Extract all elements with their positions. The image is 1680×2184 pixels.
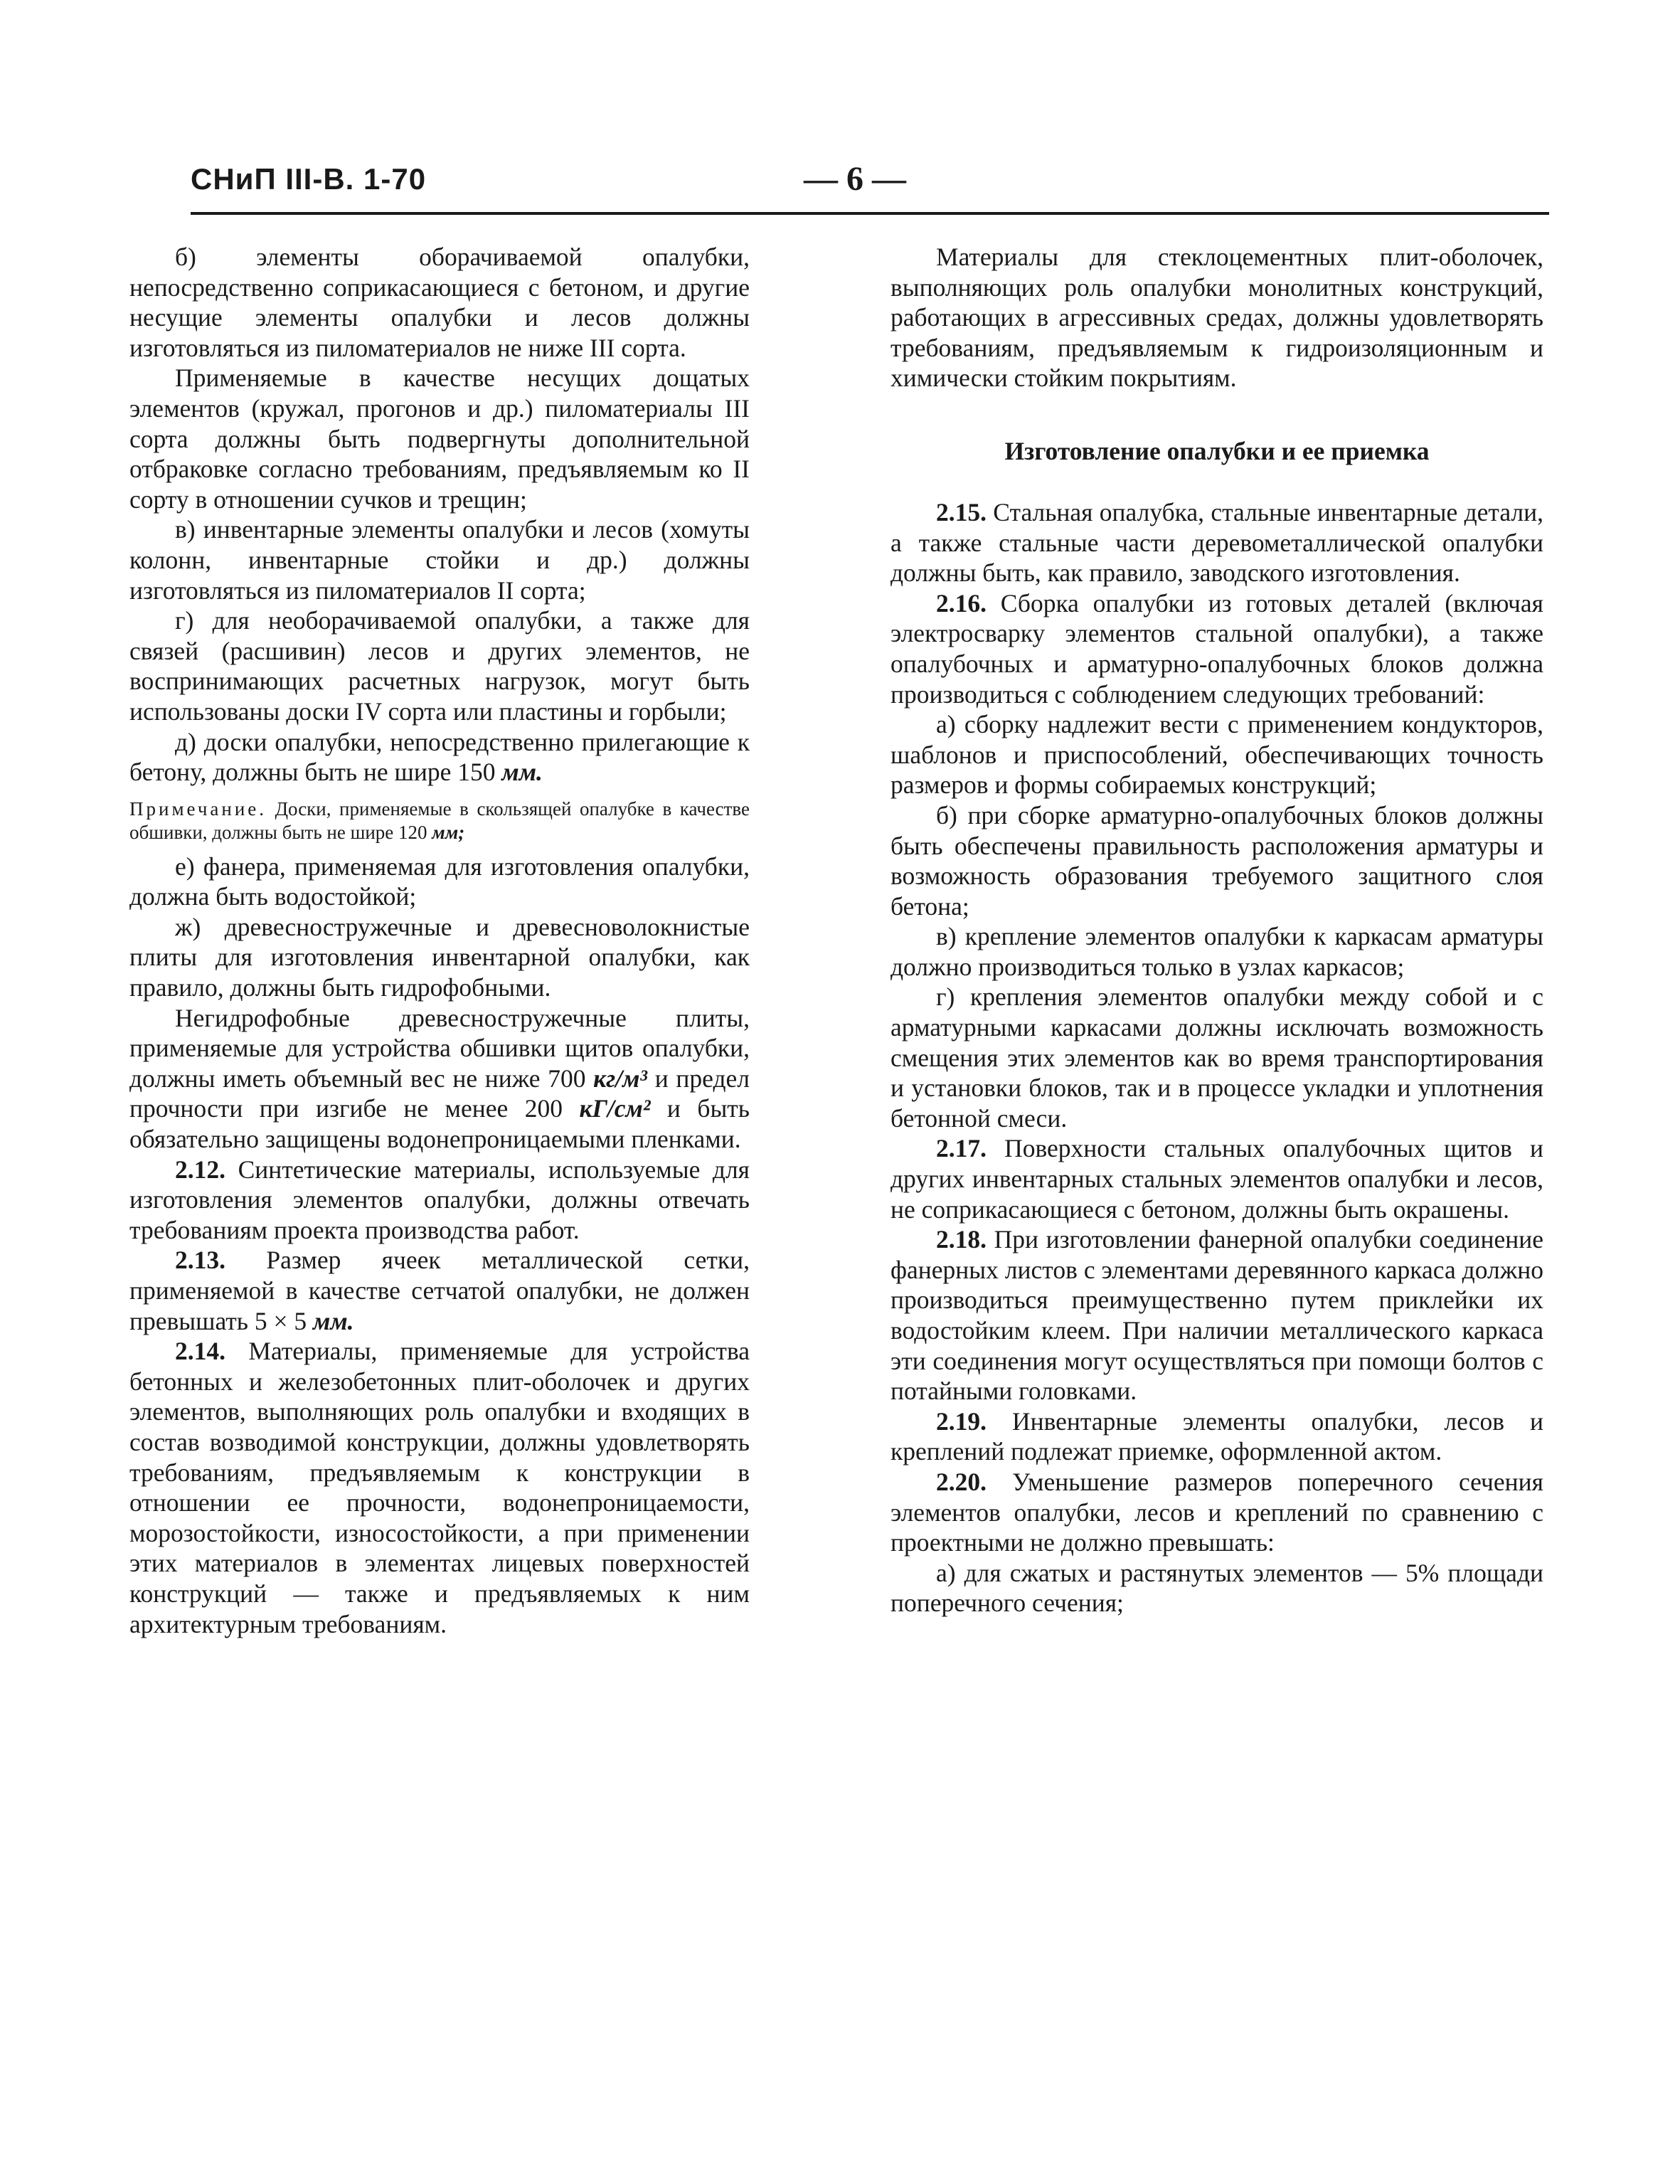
paragraph-v: в) инвентарные элементы опалубки и лесов (хомуты колонн, инвентарные стойки и др.) должны изготовляться из пиломатериалов II сорта; — [129, 515, 750, 605]
paragraph-a: а) сборку надлежит вести с применением кондукторов, шаблонов и приспособлений, обеспечивающих точность размеров и формы собираемых конструкций; — [890, 710, 1543, 800]
clause-number: 2.17. — [936, 1134, 987, 1163]
clause-number: 2.18. — [936, 1225, 987, 1254]
clause-number: 2.15. — [936, 497, 987, 526]
unit-strength: кГ/см² — [579, 1094, 651, 1123]
left-column — [129, 242, 750, 1639]
clause-2-15 — [890, 497, 1543, 588]
paragraph-d-text: д) доски опалубки, непосредственно прилегающие к бетону, должны быть не шире 150 — [129, 727, 750, 787]
paragraph-zh: ж) древесностружечные и древесноволокнистые плиты для изготовления инвентарной опалубки, как правило, должны быть гидрофобными. — [129, 912, 750, 1002]
clause-2-12 — [129, 1155, 750, 1246]
clause-text: Поверхности стальных опалубочных щитов и других инвентарных стальных элементов опалубки и лесов, не соприкасающиеся с бетоном, должны быть окрашены. — [890, 1134, 1543, 1224]
clause-number: 2.13. — [175, 1246, 225, 1275]
note-label: Примечание. — [129, 797, 267, 820]
section-heading: Изготовление опалубки и ее приемка — [1004, 436, 1430, 465]
clause-text: Стальная опалубка, стальные инвентарные детали, а также стальные части деревометаллической опалубки должны быть, как правило, заводского изготовления. — [890, 497, 1543, 588]
clause-text: Сборка опалубки из готовых деталей (включая электросварку элементов стальной опалубки), а также опалубочных и арматурно-опалубочных блоков должна производиться с соблюдением следующих требований: — [890, 588, 1543, 709]
note — [129, 797, 750, 844]
page-header — [191, 162, 1549, 213]
clause-2-20 — [890, 1467, 1543, 1558]
unit-mm: мм. — [313, 1306, 354, 1335]
clause-text: Уменьшение размеров поперечного сечения элементов опалубки, лесов и креплений по сравнению с проектными не должно превышать: — [890, 1467, 1543, 1557]
paragraph-non-hydrophobic-b: и предел прочности при изгибе не менее 200 — [129, 1064, 750, 1123]
unit-density: кг/м³ — [593, 1064, 648, 1093]
paragraph-b: б) при сборке арматурно-опалубочных блоков должны быть обеспечены правильность расположения арматуры и возможность образования требуемого защитного слоя бетона; — [890, 800, 1543, 921]
page-number: — 6 — — [804, 160, 906, 198]
right-column — [890, 242, 1543, 1618]
paragraph-load-bearing-boards: Применяемые в качестве несущих дощатых элементов (кружал, прогонов и др.) пиломатериалы III сорта должны быть подвергнуты дополнительной отбраковке согласно требованиям, предъявляемым ко II сорту в отношении сучков и трещин; — [129, 364, 750, 514]
clause-2-19 — [890, 1406, 1543, 1467]
clause-text: Инвентарные элементы опалубки, лесов и креплений подлежат приемке, оформленной актом. — [890, 1406, 1543, 1466]
paragraph-d — [129, 727, 750, 788]
clause-number: 2.20. — [936, 1467, 987, 1496]
paragraph-glass-cement: Материалы для стеклоцементных плит-оболочек, выполняющих роль опалубки монолитных конструкций, работающих в агрессивных средах, должны удовлетворять требованиям, предъявляемым к гидроизоляционным и химически стойким покрытиям. — [890, 243, 1543, 393]
paragraph-non-hydrophobic-c: и быть обязательно защищены водонепроницаемыми пленками. — [129, 1094, 750, 1154]
clause-number: 2.12. — [175, 1155, 225, 1184]
clause-number: 2.16. — [936, 588, 987, 617]
header-divider — [191, 212, 1549, 215]
paragraph-non-hydrophobic — [129, 1003, 750, 1155]
document-code: СНиП III-В. 1-70 — [191, 162, 427, 196]
paragraph-a-compressed: а) для сжатых и растянутых элементов — 5% площади поперечного сечения; — [890, 1558, 1543, 1618]
note-unit: мм; — [432, 821, 465, 843]
paragraph-b: б) элементы оборачиваемой опалубки, непосредственно соприкасающиеся с бетоном, и другие несущие элементы опалубки и лесов должны изготовляться из пиломатериалов не ниже III сорта. — [129, 243, 750, 362]
paragraph-e: е) фанера, применяемая для изготовления опалубки, должна быть водостойкой; — [129, 852, 750, 911]
clause-text: Синтетические материалы, используемые для изготовления элементов опалубки, должны отвечать требованиям проекта производства работ. — [129, 1155, 750, 1244]
paragraph-v: в) крепление элементов опалубки к каркасам арматуры должно производиться только в узлах каркасов; — [890, 922, 1543, 981]
paragraph-g: г) для необорачиваемой опалубки, а также для связей (расшивин) лесов и других элементов, не воспринимающих расчетных нагрузок, могут быть использованы доски IV сорта или пластины и горбыли; — [129, 606, 750, 726]
paragraph-g: г) крепления элементов опалубки между собой и с арматурными каркасами должны исключать возможность смещения этих элементов как во время транспортирования и установки блоков, так и в процессе укладки и уплотнения бетонной смеси. — [890, 982, 1543, 1133]
clause-text: Материалы, применяемые для устройства бетонных и железобетонных плит-оболочек и других элементов, выполняющих роль опалубки и входящих в состав возводимой конструкции, должны удовлетворять требованиям, предъявляемым к конструкции в отношении ее прочности, водонепроницаемости, морозостойкости, износостойкости, а при применении этих материалов в элементах лицевых поверхностей конструкций — также и предъявляемых к ним архитектурным требованиям. — [129, 1337, 750, 1638]
paragraph-non-hydrophobic-a: Негидрофобные древесностружечные плиты, применяемые для устройства обшивки щитов опалубки, должны иметь объемный вес не ниже 700 — [129, 1003, 750, 1093]
clause-2-14 — [129, 1336, 750, 1639]
clause-2-17 — [890, 1133, 1543, 1224]
clause-text: Размер ячеек металлической сетки, применяемой в качестве сетчатой опалубки, не должен превышать 5 × 5 — [129, 1246, 750, 1335]
clause-2-16 — [890, 588, 1543, 709]
clause-number: 2.19. — [936, 1406, 987, 1436]
clause-text: При изготовлении фанерной опалубки соединение фанерных листов с элементами деревянного каркаса должно производиться преимущественно путем приклейки их водостойким клеем. При наличии металлического каркаса эти соединения могут осуществляться при помощи болтов с потайными головками. — [890, 1225, 1543, 1406]
unit-mm: мм. — [501, 758, 543, 787]
clause-2-18 — [890, 1224, 1543, 1406]
note-text: Доски, применяемые в скользящей опалубке в качестве обшивки, должны быть не шире 120 — [129, 797, 750, 843]
clause-number: 2.14. — [175, 1337, 225, 1366]
clause-2-13 — [129, 1245, 750, 1336]
